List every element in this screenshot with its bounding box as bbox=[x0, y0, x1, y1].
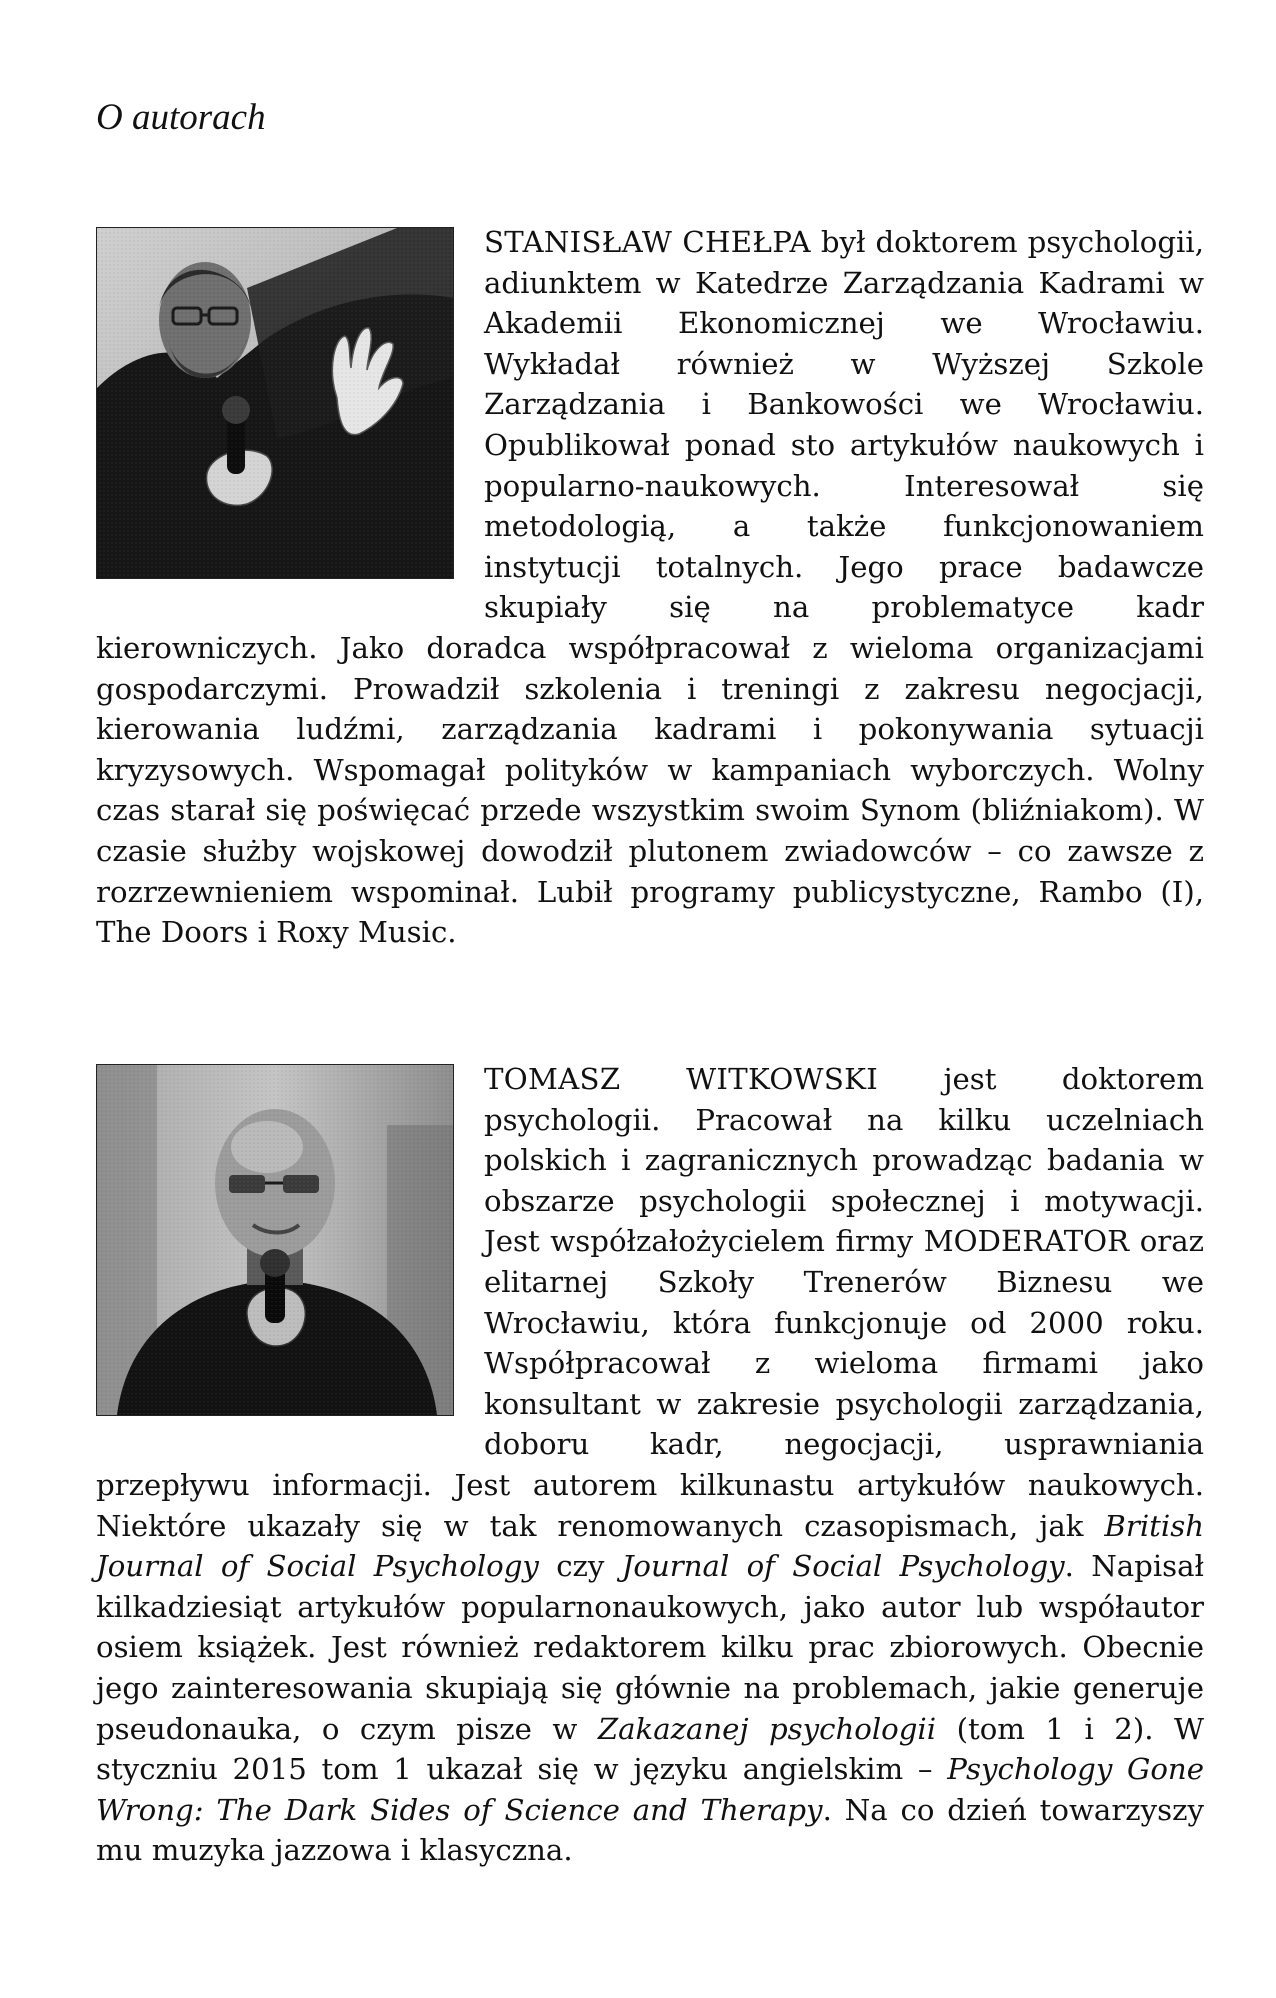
bio-text: (tom 1 i 2). W styczniu 2015 tom 1 ukazał się w języku angielskim – bbox=[96, 1711, 1204, 1787]
author-name-witkowski: TOMASZ WITKOWSKI bbox=[484, 1062, 879, 1096]
bio-text: był doktorem psychologii, adiunktem w Katedrze Zarządzania Kadrami w Akademii Ekonomicznej we Wrocławiu. Wykładał również w Wyższej Szkole Zarządzania i Bankowości we Wrocławiu. Opublikował ponad sto artykułów naukowych i popularno-naukowych. Interesował się metodologią, a także funkcjonowaniem instytucji totalnych. Jego prace badawcze skupiały się na problematyce kadr kierowniczych. Jako doradca współpracował z wieloma organizacjami gospodarczymi. Prowadził szkolenia i treningi z zakresu negocjacji, kierowania ludźmi, zarządzania kadrami i pokonywania sytuacji kryzysowych. Wspomagał polityków w kampaniach wyborczych. Wolny czas starał się poświęcać przede wszystkim swoim Synom (bliźniakom). W czasie służby wojskowej dowodził plutonem zwiadowców – co zawsze z rozrzewnieniem wspominał. Lubił programy publicystyczne, Rambo (I), The Doors i Roxy Music. bbox=[96, 225, 1204, 950]
journal-title-jsp: Journal of Social Psychology bbox=[621, 1549, 1065, 1584]
portrait-photo-icon bbox=[97, 1065, 453, 1415]
author-bio-chelpa bbox=[96, 222, 1204, 953]
author-bio-witkowski bbox=[96, 1059, 1204, 1871]
author-photo-witkowski bbox=[96, 1064, 454, 1416]
bio-text: jest doktorem psychologii. Pracował na kilku uczelniach polskich i zagranicznych prowadząc badania w obszarze psychologii społecznej i motywacji. Jest współzałożycielem firmy MODERATOR oraz elitarnej Szkoły Trenerów Biznesu we Wrocławiu, która funkcjonuje od 2000 roku. Współpracował z wieloma firmami jako konsultant w zakresie psychologii zarządzania, doboru kadr, negocjacji, usprawniania przepływu informacji. Jest autorem kilkunastu artykułów naukowych. Niektóre ukazały się w tak renomowanych czasopismach, jak bbox=[96, 1062, 1205, 1543]
bio-text: . Napisał kilkadziesiąt artykułów popularnonaukowych, jako autor lub współautor osiem książek. Jest również redaktorem kilku prac zbiorowych. Obecnie jego zainteresowania skupiają się głównie na problemach, jakie generuje pseudonauka, o czym pisze w bbox=[96, 1549, 1205, 1746]
portrait-photo-icon bbox=[97, 228, 453, 578]
journal-title-bjsp: British Journal of Social Psychology bbox=[96, 1508, 1204, 1584]
bio-text: czy bbox=[538, 1549, 622, 1584]
bio-text: . Na co dzień towarzyszy mu muzyka jazzowa i klasyczna. bbox=[96, 1792, 1204, 1868]
author-name-chelpa: STANISŁAW CHEŁPA bbox=[484, 225, 811, 259]
page-title: O autorach bbox=[96, 97, 266, 138]
book-title-psychology-gone-wrong: Psychology Gone Wrong: The Dark Sides of Science and Therapy bbox=[96, 1752, 1204, 1827]
author-photo-chelpa bbox=[96, 227, 454, 579]
book-title-zakazana-psychologia: Zakazanej psychologii bbox=[597, 1711, 937, 1746]
